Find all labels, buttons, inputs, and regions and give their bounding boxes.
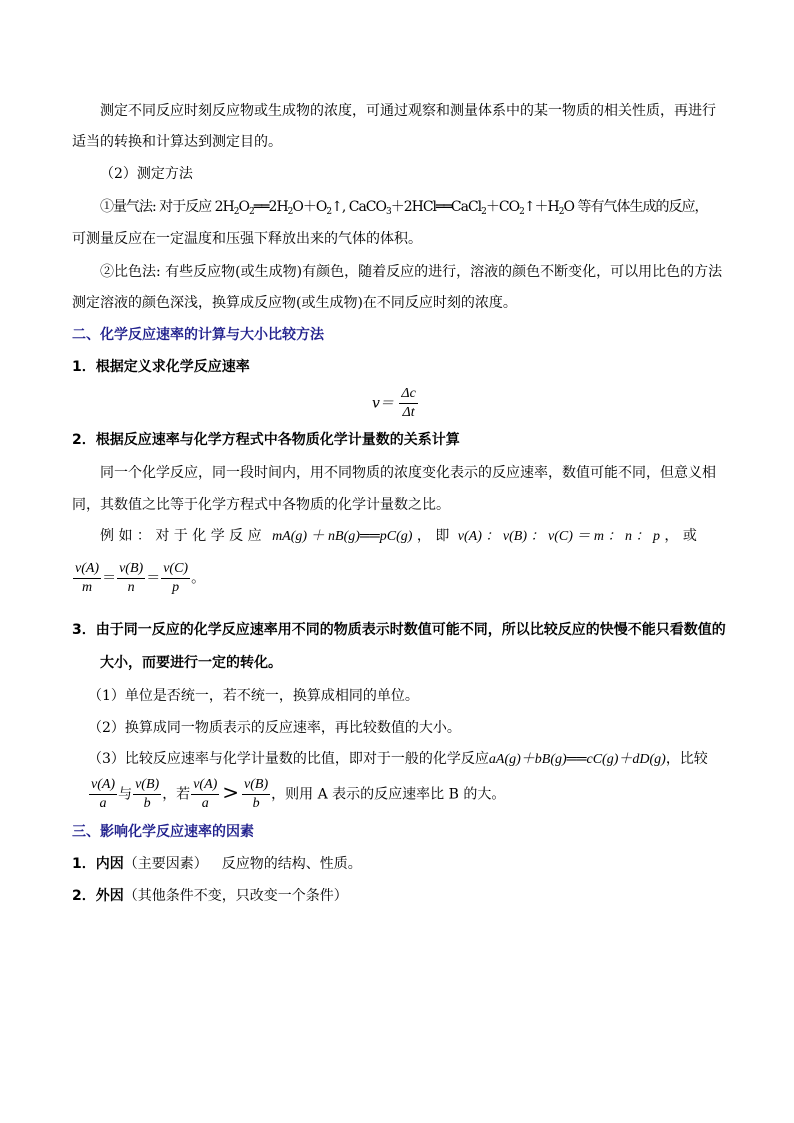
- ratio-fractions: $\frac{v(A)}{m}$ ＝ $\frac{v(B)}{n}$ ＝ $\frac{v(C)}{p}$ 。: [75, 561, 206, 595]
- paragraph-line: 可测量反应在一定温度和压强下释放出来的气体的体积。: [72, 231, 422, 247]
- fraction: $\frac{v(B)}{b}$: [135, 777, 160, 811]
- rate-formula: [372, 385, 452, 422]
- fraction: $\frac{v(B)}{n}$: [119, 561, 144, 595]
- factor-line: 2．外因（其他条件不变，只改变一个条件）: [72, 888, 348, 904]
- item-heading: 1．根据定义求化学反应速率: [72, 359, 250, 375]
- paragraph-line: 适当的转换和计算达到测定目的。: [72, 134, 282, 150]
- fraction: $\frac{v(C)}{p}$: [163, 561, 189, 595]
- paragraph-line: 同一个化学反应，同一段时间内，用不同物质的浓度变化表示的反应速率，数值可能不同，但意义相: [100, 465, 716, 481]
- factor-line: 1．内因（主要因素） 反应物的结构、性质。: [72, 856, 362, 872]
- method-color-line: ②比色法: 有些反应物(或生成物)有颜色，随着反应的进行，溶液的颜色不断变化，可以用比色的方法: [100, 264, 723, 280]
- item-heading: 大小，而要进行一定的转化。: [100, 655, 282, 671]
- paragraph-line: 测定溶液的颜色深浅，换算成反应物(或生成物)在不同反应时刻的浓度。: [72, 295, 517, 311]
- fraction: $\frac{v(A)}{a}$: [91, 777, 116, 811]
- comparison-fractions: $\frac{v(A)}{a}$ 与 $\frac{v(B)}{b}$ ，若 $\frac{v(A)}{a}$ > $\frac{v(B)}{b}$ ，则用 A 表示的反应速率比 B 的大。: [91, 777, 506, 811]
- step-line: （3）比较反应速率与化学计量数的比值，即对于一般的化学反应aA(g)＋bB(g)══cC(g)＋dD(g)，比较: [88, 751, 708, 767]
- fraction: $\frac{\Delta c}{\Delta t}$: [401, 386, 416, 420]
- method-gas-line: ①量气法: 对于反应 $2H_2O_2══2H_2O+O_2↑$, $CaCO_3+2HCl══CaCl_2+CO_2↑+H_2O$ 等有气体生成的反应，: [100, 199, 708, 217]
- example-line: 例 如 ： 对 于 化 学 反 应 mA(g) ＋ nB(g)══pC(g) ， 即 v(A) ： v(B) ： v(C) ＝ m ： n ： p ， 或: [100, 528, 697, 544]
- fraction: $\frac{v(A)}{a}$: [193, 777, 218, 811]
- section-heading: 二、化学反应速率的计算与大小比较方法: [72, 327, 324, 343]
- paragraph-line: 同，其数值之比等于化学方程式中各物质的化学计量数之比。: [72, 497, 450, 513]
- item-heading: 2．根据反应速率与化学方程式中各物质化学计量数的关系计算: [72, 432, 460, 448]
- fraction: $\frac{v(A)}{m}$: [75, 561, 100, 595]
- paragraph-line: 测定不同反应时刻反应物或生成物的浓度，可通过观察和测量体系中的某一物质的相关性质，再进行: [100, 103, 716, 119]
- item-heading: 3．由于同一反应的化学反应速率用不同的物质表示时数值可能不同，所以比较反应的快慢不能只看数值的: [72, 622, 726, 638]
- subsection-title: （2）测定方法: [100, 166, 193, 182]
- step-line: （2）换算成同一物质表示的反应速率，再比较数值的大小。: [88, 720, 461, 736]
- formula-lhs: v＝: [372, 395, 394, 412]
- step-line: （1）单位是否统一，若不统一，换算成相同的单位。: [88, 688, 419, 704]
- section-heading: 三、影响化学反应速率的因素: [72, 824, 254, 840]
- fraction: $\frac{v(B)}{b}$: [244, 777, 269, 811]
